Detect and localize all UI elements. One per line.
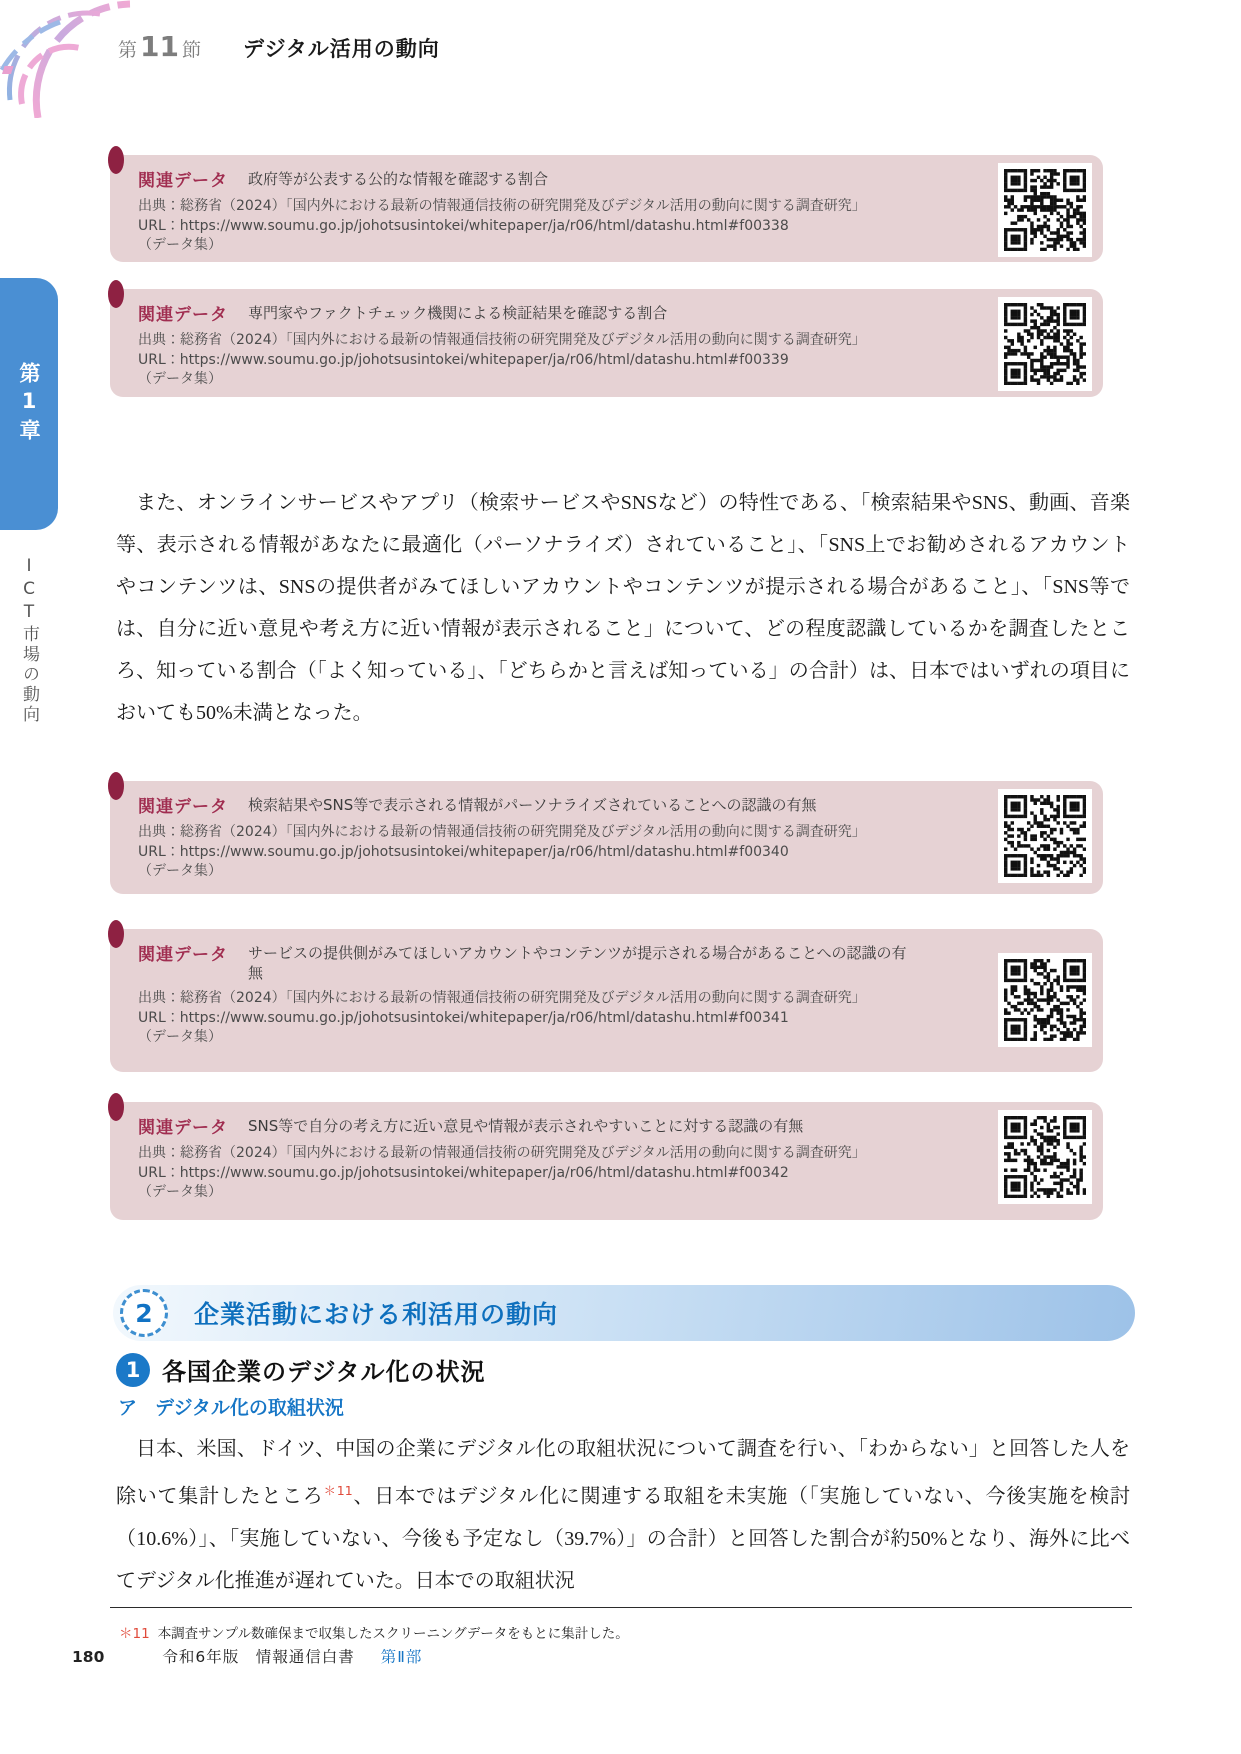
related-data-source: 出典：総務省（2024）「国内外における最新の情報通信技術の研究開発及びデジタル活用の動向に関する調査研究」 xyxy=(138,198,866,214)
footnote-ref: ＊11 xyxy=(323,1483,353,1498)
section-banner xyxy=(113,1285,1135,1341)
footnote xyxy=(119,1622,629,1642)
page-footer xyxy=(72,1645,422,1667)
related-data-source: 出典：総務省（2024）「国内外における最新の情報通信技術の研究開発及びデジタル活用の動向に関する調査研究」 xyxy=(138,332,866,348)
footnote-text: 本調査サンプル数確保まで収集したスクリーニングデータをもとに集計した。 xyxy=(157,1626,629,1642)
page-number: 180 xyxy=(72,1648,105,1666)
related-data-url: URL：https://www.soumu.go.jp/johotsusintokei/whitepaper/ja/r06/html/datashu.html#f00339 xyxy=(138,351,789,368)
related-data-box xyxy=(110,155,1103,262)
related-data-note: （データ集） xyxy=(138,1184,222,1200)
footer-edition: 令和6年版 情報通信白書 xyxy=(162,1648,355,1666)
sub-item-label: ア xyxy=(118,1397,138,1419)
related-data-box xyxy=(110,1102,1103,1220)
section-number-badge: 2 xyxy=(120,1289,168,1337)
section-label-prefix: 第 xyxy=(118,39,138,61)
qr-code-icon xyxy=(998,163,1092,257)
related-data-url: URL：https://www.soumu.go.jp/johotsusintokei/whitepaper/ja/r06/html/datashu.html#f00342 xyxy=(138,1164,789,1181)
related-data-title: サービスの提供側がみてほしいアカウントやコンテンツが提示される場合があることへの認識の有無 xyxy=(248,944,907,982)
related-data-label: 関連データ xyxy=(138,171,228,191)
related-data-title: 専門家やファクトチェック機関による検証結果を確認する割合 xyxy=(248,304,668,322)
section-title: デジタル活用の動向 xyxy=(243,37,440,61)
subsection-title: 各国企業のデジタル化の状況 xyxy=(162,1358,486,1386)
chapter-tab-label: 第1章 xyxy=(17,362,41,446)
related-data-source: 出典：総務省（2024）「国内外における最新の情報通信技術の研究開発及びデジタル活用の動向に関する調査研究」 xyxy=(138,1145,866,1161)
qr-code-icon xyxy=(998,953,1092,1047)
chapter-tab xyxy=(0,278,58,530)
related-data-box xyxy=(110,289,1103,397)
body-paragraph xyxy=(116,1428,1130,1602)
footnote-mark: ＊11 xyxy=(119,1626,150,1642)
qr-code-icon xyxy=(998,297,1092,391)
paragraph-text: 日本、米国、ドイツ、中国の企業にデジタル化の取組状況について調査を行い、「わからない」と回答した人を除いて集計したところ xyxy=(116,1438,1130,1508)
bullet-dot-icon xyxy=(108,772,124,800)
related-data-url: URL：https://www.soumu.go.jp/johotsusintokei/whitepaper/ja/r06/html/datashu.html#f00341 xyxy=(138,1009,789,1026)
related-data-label: 関連データ xyxy=(138,797,228,817)
body-paragraph: また、オンラインサービスやアプリ（検索サービスやSNSなど）の特性である、「検索結果やSNS、動画、音楽等、表示される情報があなたに最適化（パーソナライズ）されていること」、「SNS上でお勧めされるアカウントやコンテンツは、SNSの提供者がみてほしいアカウントやコンテンツが提示される場合があること」、「SNS等では、自分に近い意見や考え方に近い情報が表示されること」について、どの程度認識しているかを調査したところ、知っている割合（「よく知っている」、「どちらかと言えば知っている」の合計）は、日本ではいずれの項目においても50%未満となった。 xyxy=(116,492,1130,724)
bullet-dot-icon xyxy=(108,920,124,948)
sub-item-heading xyxy=(118,1393,344,1420)
related-data-box xyxy=(110,929,1103,1072)
related-data-label: 関連データ xyxy=(138,305,228,325)
chapter-side-title: ICT市場の動向 xyxy=(19,556,39,725)
subsection-number-badge: 1 xyxy=(116,1353,150,1387)
related-data-url: URL：https://www.soumu.go.jp/johotsusintokei/whitepaper/ja/r06/html/datashu.html#f00338 xyxy=(138,217,789,234)
related-data-note: （データ集） xyxy=(138,1029,222,1045)
related-data-label: 関連データ xyxy=(138,1118,228,1138)
bullet-dot-icon xyxy=(108,146,124,174)
paragraph-text: 、日本ではデジタル化に関連する取組を未実施（「実施していない、今後実施を検討（10.6%）」、「実施していない、今後も予定なし（39.7%）」の合計）と回答した割合が約50%となり、海外に比べてデジタル化推進が遅れていた。日本での取組状況 xyxy=(116,1485,1131,1592)
related-data-url: URL：https://www.soumu.go.jp/johotsusintokei/whitepaper/ja/r06/html/datashu.html#f00340 xyxy=(138,843,789,860)
sub-item-title: デジタル化の取組状況 xyxy=(155,1397,344,1419)
page-header xyxy=(118,30,440,63)
bullet-dot-icon xyxy=(108,1093,124,1121)
section-label-suffix: 節 xyxy=(181,39,201,61)
footer-part: 第Ⅱ部 xyxy=(380,1648,423,1666)
subsection-heading xyxy=(116,1352,486,1387)
related-data-source: 出典：総務省（2024）「国内外における最新の情報通信技術の研究開発及びデジタル活用の動向に関する調査研究」 xyxy=(138,990,866,1006)
related-data-title: 検索結果やSNS等で表示される情報がパーソナライズされていることへの認識の有無 xyxy=(248,796,817,814)
related-data-source: 出典：総務省（2024）「国内外における最新の情報通信技術の研究開発及びデジタル活用の動向に関する調査研究」 xyxy=(138,824,866,840)
related-data-note: （データ集） xyxy=(138,237,222,253)
qr-code-icon xyxy=(998,789,1092,883)
footnote-divider xyxy=(110,1607,1132,1608)
bullet-dot-icon xyxy=(108,280,124,308)
related-data-note: （データ集） xyxy=(138,863,222,879)
related-data-label: 関連データ xyxy=(138,945,228,965)
related-data-title: SNS等で自分の考え方に近い意見や情報が表示されやすいことに対する認識の有無 xyxy=(248,1117,804,1135)
qr-code-icon xyxy=(998,1110,1092,1204)
section-number: 11 xyxy=(140,30,179,63)
section-banner-title: 企業活動における利活用の動向 xyxy=(194,1300,559,1329)
related-data-title: 政府等が公表する公的な情報を確認する割合 xyxy=(248,170,549,188)
related-data-note: （データ集） xyxy=(138,371,222,387)
related-data-box xyxy=(110,781,1103,894)
